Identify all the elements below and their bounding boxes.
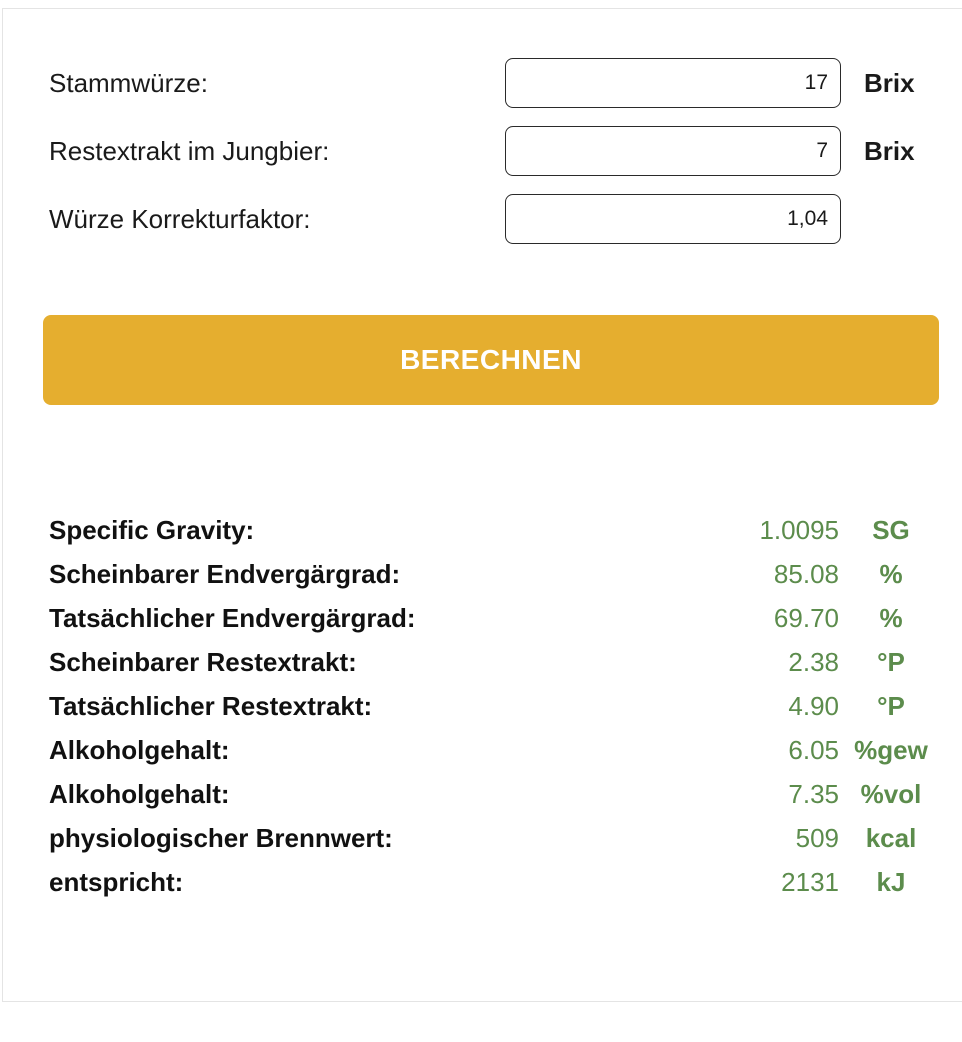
result-value: 69.70 <box>773 603 839 633</box>
result-label: entspricht: <box>49 867 184 897</box>
result-row <box>49 508 929 552</box>
korrekturfaktor-input[interactable] <box>505 194 841 244</box>
result-unit: %vol <box>860 779 922 809</box>
result-value: 509 <box>795 823 839 853</box>
restextrakt-input[interactable] <box>505 126 841 176</box>
result-unit: °P <box>877 647 905 677</box>
result-value: 1.0095 <box>759 515 839 545</box>
result-unit: kJ <box>876 867 906 897</box>
result-row <box>49 816 929 860</box>
result-unit: % <box>879 603 903 633</box>
result-label: Specific Gravity: <box>49 515 255 545</box>
stammwuerze-input[interactable] <box>505 58 841 108</box>
result-value: 4.90 <box>788 691 839 721</box>
result-row <box>49 596 929 640</box>
result-row <box>49 772 929 816</box>
result-unit: SG <box>872 515 910 545</box>
result-label: Scheinbarer Endvergärgrad: <box>49 559 401 589</box>
result-label: Tatsächlicher Restextrakt: <box>49 691 373 721</box>
result-label: physiologischer Brennwert: <box>49 823 393 853</box>
input-row-stammwuerze <box>49 58 929 108</box>
result-value: 2.38 <box>788 647 839 677</box>
result-label: Tatsächlicher Endvergärgrad: <box>49 603 416 633</box>
stammwuerze-unit: Brix <box>864 68 915 98</box>
result-unit: °P <box>877 691 905 721</box>
input-row-restextrakt <box>49 126 929 176</box>
result-row <box>49 860 929 904</box>
restextrakt-unit: Brix <box>864 136 915 166</box>
berechnen-button[interactable]: BERECHNEN <box>43 315 939 405</box>
result-row <box>49 728 929 772</box>
result-unit: kcal <box>865 823 917 853</box>
result-value: 2131 <box>781 867 839 897</box>
result-label: Alkoholgehalt: <box>49 735 230 765</box>
stammwuerze-label: Stammwürze: <box>49 68 208 98</box>
restextrakt-label: Restextrakt im Jungbier: <box>49 136 330 166</box>
result-label: Scheinbarer Restextrakt: <box>49 647 357 677</box>
korrekturfaktor-label: Würze Korrekturfaktor: <box>49 204 311 234</box>
result-value: 6.05 <box>788 735 839 765</box>
result-unit: % <box>879 559 903 589</box>
result-value: 85.08 <box>773 559 839 589</box>
input-row-korrekturfaktor <box>49 194 929 244</box>
result-row <box>49 684 929 728</box>
result-unit: %gew <box>854 735 928 765</box>
result-label: Alkoholgehalt: <box>49 779 230 809</box>
result-row <box>49 552 929 596</box>
result-value: 7.35 <box>788 779 839 809</box>
result-row <box>49 640 929 684</box>
